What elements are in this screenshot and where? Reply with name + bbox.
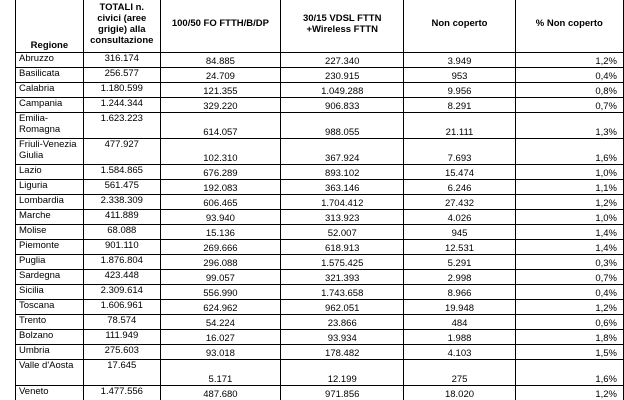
cell-fo: 93.940 [160,210,280,225]
table-row [16,225,624,240]
cell-totali: 256.577 [83,68,160,83]
cell-pct-non-coperto: 1,4% [515,240,623,255]
cell-regione: Bolzano [16,330,84,345]
cell-non-coperto: 21.111 [404,113,515,139]
cell-pct-non-coperto: 1,6% [515,139,623,165]
table-row [16,360,624,386]
table-row [16,139,624,165]
cell-non-coperto: 1.988 [404,330,515,345]
cell-non-coperto: 9.956 [404,83,515,98]
cell-fo: 676.289 [160,165,280,180]
cell-fo: 614.057 [160,113,280,139]
cell-vdsl: 971.856 [281,386,404,400]
cell-fo: 102.310 [160,139,280,165]
table-row [16,330,624,345]
cell-vdsl: 618.913 [281,240,404,255]
cell-vdsl: 230.915 [281,68,404,83]
cell-vdsl: 988.055 [281,113,404,139]
cell-non-coperto: 275 [404,360,515,386]
cell-totali: 477.927 [83,139,160,165]
cell-pct-non-coperto: 0,4% [515,68,623,83]
table-body [16,53,624,400]
cell-vdsl: 367.924 [281,139,404,165]
cell-non-coperto: 18.020 [404,386,515,400]
cell-non-coperto: 2.998 [404,270,515,285]
cell-pct-non-coperto: 1,3% [515,113,623,139]
cell-totali: 1.477.556 [83,386,160,400]
cell-totali: 275.603 [83,345,160,360]
header-totali: TOTALI n. civici (aree grigie) alla consultazione [83,0,160,53]
cell-totali: 1.623.223 [83,113,160,139]
cell-regione: Liguria [16,180,84,195]
cell-regione: Umbria [16,345,84,360]
table-row [16,285,624,300]
cell-regione: Abruzzo [16,53,84,68]
cell-regione: Lombardia [16,195,84,210]
table-row [16,240,624,255]
table-row [16,345,624,360]
cell-non-coperto: 5.291 [404,255,515,270]
cell-totali: 1.606.961 [83,300,160,315]
cell-pct-non-coperto: 1,2% [515,53,623,68]
cell-non-coperto: 15.474 [404,165,515,180]
cell-non-coperto: 8.291 [404,98,515,113]
table-row [16,386,624,400]
cell-vdsl: 906.833 [281,98,404,113]
cell-vdsl: 962.051 [281,300,404,315]
cell-pct-non-coperto: 1,2% [515,300,623,315]
cell-non-coperto: 19.948 [404,300,515,315]
cell-non-coperto: 953 [404,68,515,83]
cell-totali: 1.584.865 [83,165,160,180]
cell-fo: 296.088 [160,255,280,270]
cell-pct-non-coperto: 0,4% [515,285,623,300]
table-row [16,113,624,139]
cell-pct-non-coperto: 1,1% [515,180,623,195]
cell-fo: 54.224 [160,315,280,330]
cell-pct-non-coperto: 1,5% [515,345,623,360]
cell-vdsl: 893.102 [281,165,404,180]
cell-non-coperto: 6.246 [404,180,515,195]
cell-non-coperto: 27.432 [404,195,515,210]
cell-regione: Trento [16,315,84,330]
cell-fo: 624.962 [160,300,280,315]
cell-regione: Emilia-Romagna [16,113,84,139]
cell-totali: 111.949 [83,330,160,345]
cell-pct-non-coperto: 1,0% [515,165,623,180]
table-row [16,255,624,270]
cell-pct-non-coperto: 0,3% [515,255,623,270]
header-regione: Regione [16,0,84,53]
cell-regione: Veneto [16,386,84,400]
cell-fo: 269.666 [160,240,280,255]
cell-totali: 2.309.614 [83,285,160,300]
cell-fo: 192.083 [160,180,280,195]
cell-fo: 99.057 [160,270,280,285]
table-row [16,180,624,195]
cell-pct-non-coperto: 0,7% [515,98,623,113]
table-row [16,98,624,113]
cell-non-coperto: 3.949 [404,53,515,68]
cell-pct-non-coperto: 1,6% [515,360,623,386]
cell-fo: 93.018 [160,345,280,360]
cell-non-coperto: 8.966 [404,285,515,300]
cell-fo: 15.136 [160,225,280,240]
cell-vdsl: 23.866 [281,315,404,330]
table-row [16,300,624,315]
cell-vdsl: 1.049.288 [281,83,404,98]
cell-regione: Puglia [16,255,84,270]
cell-totali: 78.574 [83,315,160,330]
table-row [16,53,624,68]
cell-non-coperto: 4.103 [404,345,515,360]
cell-regione: Sicilia [16,285,84,300]
cell-regione: Sardegna [16,270,84,285]
header-vdsl: 30/15 VDSL FTTN +Wireless FTTN [281,0,404,53]
cell-non-coperto: 484 [404,315,515,330]
cell-fo: 606.465 [160,195,280,210]
cell-totali: 316.174 [83,53,160,68]
cell-pct-non-coperto: 0,8% [515,83,623,98]
cell-vdsl: 1.704.412 [281,195,404,210]
cell-vdsl: 363.146 [281,180,404,195]
table-row [16,68,624,83]
cell-totali: 411.889 [83,210,160,225]
cell-totali: 17.645 [83,360,160,386]
cell-pct-non-coperto: 1,0% [515,210,623,225]
cell-vdsl: 178.482 [281,345,404,360]
table-row [16,83,624,98]
cell-non-coperto: 945 [404,225,515,240]
cell-regione: Toscana [16,300,84,315]
table-row [16,270,624,285]
cell-pct-non-coperto: 1,4% [515,225,623,240]
cell-totali: 1.876.804 [83,255,160,270]
cell-non-coperto: 7.693 [404,139,515,165]
cell-regione: Campania [16,98,84,113]
cell-regione: Valle d'Aosta [16,360,84,386]
cell-regione: Friuli-Venezia Giulia [16,139,84,165]
cell-pct-non-coperto: 1,8% [515,330,623,345]
cell-regione: Lazio [16,165,84,180]
cell-totali: 901.110 [83,240,160,255]
cell-fo: 24.709 [160,68,280,83]
cell-fo: 556.990 [160,285,280,300]
cell-totali: 561.475 [83,180,160,195]
header-fo: 100/50 FO FTTH/B/DP [160,0,280,53]
cell-vdsl: 1.743.658 [281,285,404,300]
table-row [16,315,624,330]
cell-pct-non-coperto: 0,6% [515,315,623,330]
cell-regione: Molise [16,225,84,240]
cell-fo: 16.027 [160,330,280,345]
cell-pct-non-coperto: 0,7% [515,270,623,285]
table-row [16,210,624,225]
cell-regione: Piemonte [16,240,84,255]
cell-totali: 1.244.344 [83,98,160,113]
cell-vdsl: 1.575.425 [281,255,404,270]
cell-fo: 329.220 [160,98,280,113]
cell-vdsl: 321.393 [281,270,404,285]
cell-vdsl: 52.007 [281,225,404,240]
cell-non-coperto: 4.026 [404,210,515,225]
cell-fo: 487.680 [160,386,280,400]
header-pct-non-coperto: % Non coperto [515,0,623,53]
cell-fo: 84.885 [160,53,280,68]
table-row [16,165,624,180]
cell-pct-non-coperto: 1,2% [515,386,623,400]
table-row [16,195,624,210]
cell-vdsl: 313.923 [281,210,404,225]
coverage-table [15,0,624,400]
cell-fo: 5.171 [160,360,280,386]
cell-vdsl: 12.199 [281,360,404,386]
cell-regione: Calabria [16,83,84,98]
cell-totali: 1.180.599 [83,83,160,98]
cell-vdsl: 227.340 [281,53,404,68]
header-non-coperto: Non coperto [404,0,515,53]
header-row [16,0,624,53]
cell-non-coperto: 12.531 [404,240,515,255]
cell-pct-non-coperto: 1,2% [515,195,623,210]
cell-totali: 423.448 [83,270,160,285]
cell-vdsl: 93.934 [281,330,404,345]
cell-regione: Marche [16,210,84,225]
cell-fo: 121.355 [160,83,280,98]
cell-totali: 68.088 [83,225,160,240]
cell-totali: 2.338.309 [83,195,160,210]
cell-regione: Basilicata [16,68,84,83]
